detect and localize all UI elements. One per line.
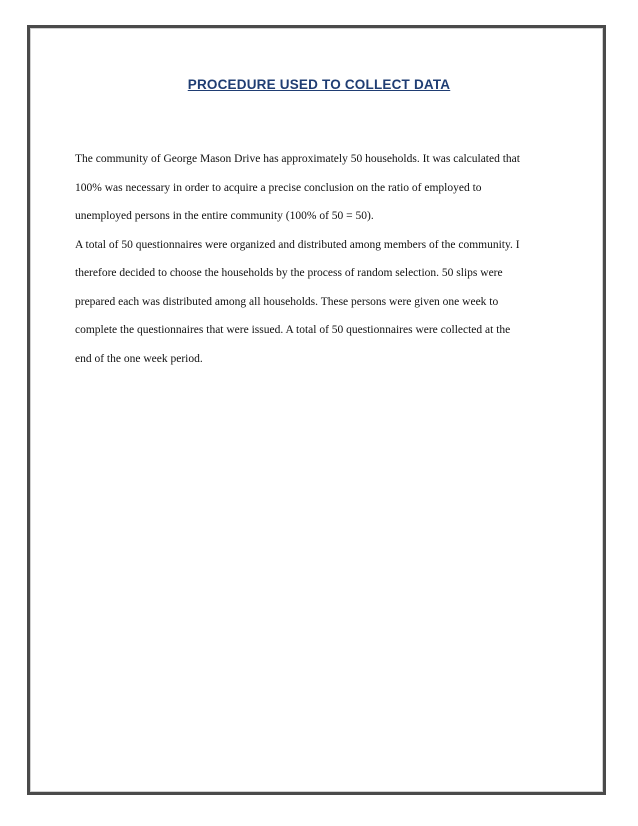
paragraph xyxy=(75,145,575,231)
text-line: unemployed persons in the entire community (100% of 50 = 50). xyxy=(75,210,374,222)
text-line: complete the questionnaires that were issued. A total of 50 questionnaires were collected at the xyxy=(75,324,511,336)
paragraph xyxy=(75,231,575,374)
text-line: The community of George Mason Drive has approximately 50 households. It was calculated that xyxy=(75,153,520,165)
text-line: 100% was necessary in order to acquire a precise conclusion on the ratio of employed to xyxy=(75,181,482,194)
text-line: prepared each was distributed among all households. These persons were given one week to xyxy=(75,295,499,308)
document-body xyxy=(75,145,575,373)
text-line: therefore decided to choose the households by the process of random selection. 50 slips were xyxy=(75,267,503,279)
page-title: PROCEDURE USED TO COLLECT DATA xyxy=(187,77,451,92)
text-line: end of the one week period. xyxy=(75,352,203,365)
text-line: A total of 50 questionnaires were organized and distributed among members of the community. I xyxy=(75,238,520,251)
page-border xyxy=(27,25,606,795)
